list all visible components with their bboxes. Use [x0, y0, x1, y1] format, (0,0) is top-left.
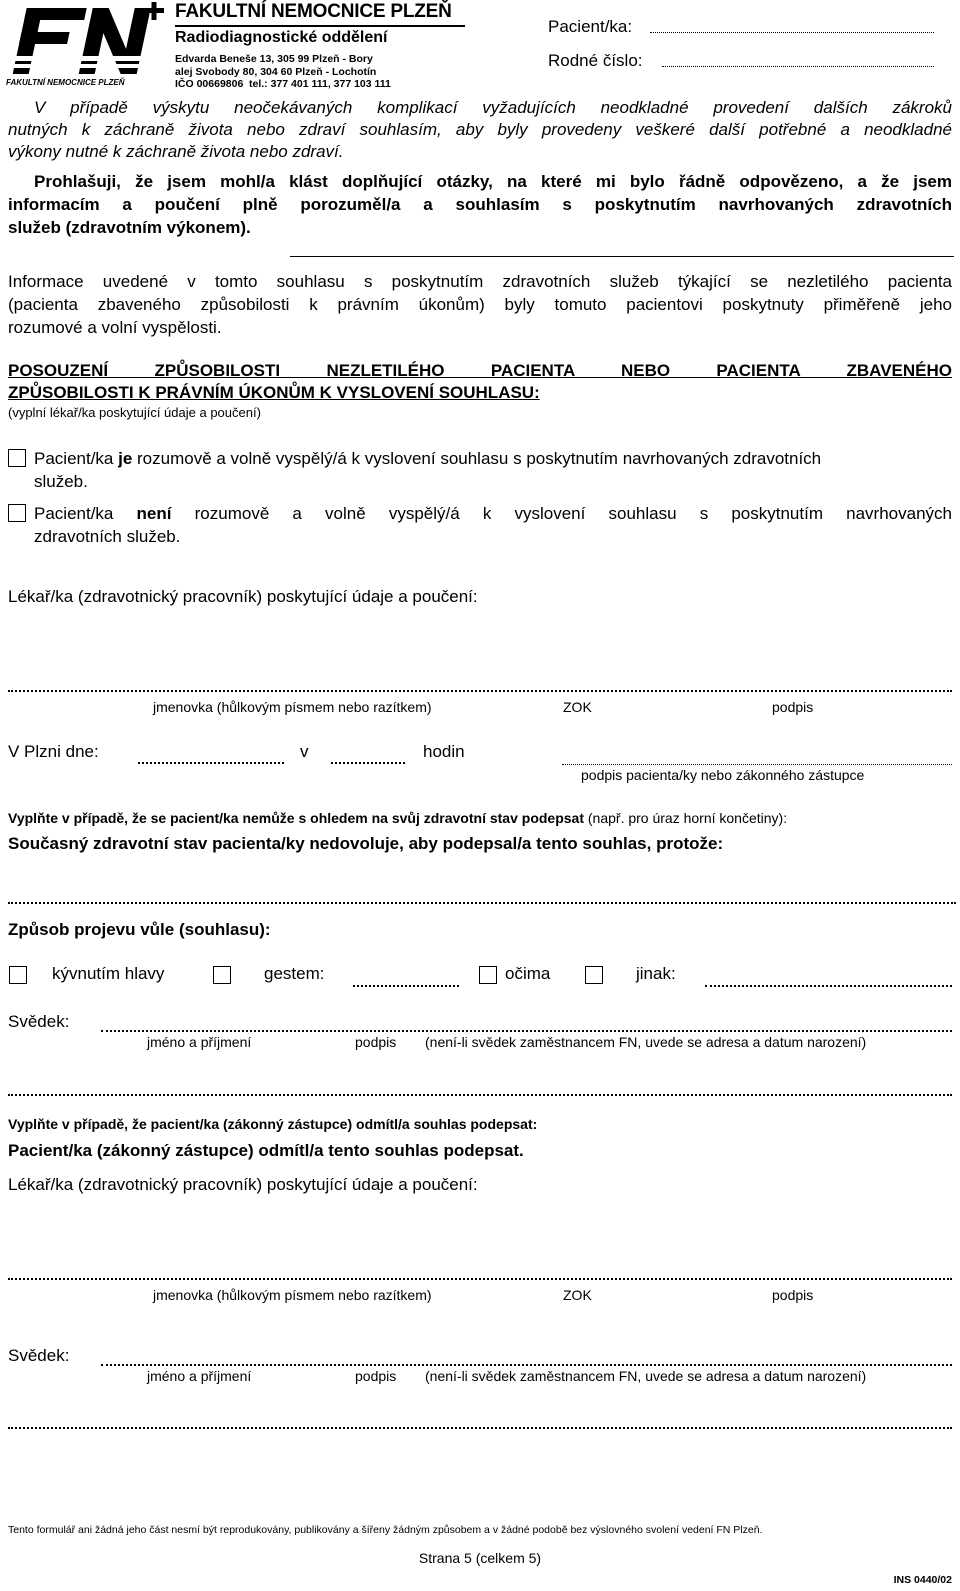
cannot-sign-instruction-bold: Vyplňte v případě, že se pacient/ka nemůže s ohledem na svůj zdravotní stav podepsat	[8, 810, 584, 826]
refused-doctor-label: Lékař/ka (zdravotnický pracovník) poskytující údaje a poučení:	[8, 1175, 478, 1194]
cannot-sign-instruction-rest: (např. pro úraz horní končetiny):	[584, 810, 788, 826]
doctor-signature-line[interactable]	[8, 690, 952, 692]
witness-address-line[interactable]	[8, 1094, 952, 1096]
section-divider	[290, 256, 954, 257]
logo-mark	[6, 2, 166, 82]
complications-paragraph	[8, 97, 952, 163]
institution-name: FAKULTNÍ NEMOCNICE PLZEŇ	[175, 1, 452, 22]
patient-field[interactable]	[650, 32, 934, 33]
other-checkbox[interactable]	[585, 966, 603, 984]
header-rule	[175, 25, 465, 27]
option-mature-text: rozumově a volně vyspělý/á k vyslovení souhlasu s poskytnutím navrhovaných zdravotních	[132, 449, 822, 468]
eyes-label: očima	[505, 964, 551, 983]
refused-zok-caption: ZOK	[563, 1287, 592, 1303]
option-immature	[34, 502, 952, 548]
complications-line-2: nutných k záchraně života nebo zdraví souhlasím, aby byly provedeny veškeré další potřebné a neodkladné	[8, 120, 952, 139]
refused-name-caption: jmenovka (hůlkovým písmem nebo razítkem)	[153, 1287, 432, 1303]
info-paragraph	[8, 270, 952, 339]
doctor-sign-caption: podpis	[772, 699, 814, 715]
nod-checkbox[interactable]	[9, 966, 27, 984]
witness2-sign-caption: podpis	[355, 1368, 397, 1384]
option-immature-prefix: Pacient/ka	[34, 504, 137, 523]
logo-caption: FAKULTNÍ NEMOCNICE PLZEŇ	[6, 78, 125, 87]
place-date-label: V Plzni dne:	[8, 742, 99, 761]
witness-label: Svědek:	[8, 1012, 70, 1031]
option-mature-line-1	[34, 447, 952, 470]
option-mature-line-2: služeb.	[34, 472, 88, 491]
eyes-checkbox[interactable]	[479, 966, 497, 984]
other-field[interactable]	[705, 985, 952, 987]
option-immature-line-2: zdravotních služeb.	[34, 527, 181, 546]
witness2-name-caption: jméno a příjmení	[147, 1368, 252, 1384]
assessment-title	[8, 360, 952, 404]
birth-number-label: Rodné číslo:	[548, 51, 643, 70]
refused-instruction: Vyplňte v případě, že pacient/ka (zákonný zástupce) odmítl/a souhlas podepsat:	[8, 1116, 538, 1132]
logo	[6, 2, 166, 90]
address-line-2: alej Svobody 80, 304 60 Plzeň - Lochotín	[175, 66, 377, 78]
cannot-sign-instruction	[8, 810, 787, 826]
info-line-1: Informace uvedené v tomto souhlasu s poskytnutím zdravotních služeb týkající se nezletilého pacienta	[8, 272, 952, 291]
birth-number-field[interactable]	[662, 66, 934, 67]
patient-label: Pacient/ka:	[548, 17, 633, 36]
witness2-signature-line[interactable]	[101, 1364, 952, 1366]
assessment-note: (vyplní lékař/ka poskytující údaje a poučení)	[8, 405, 261, 420]
gesture-label: gestem:	[264, 964, 325, 983]
ico-number: IČO 00669806	[175, 78, 244, 90]
doctor-name-caption: jmenovka (hůlkovým písmem nebo razítkem)	[153, 699, 432, 715]
cannot-sign-heading: Současný zdravotní stav pacienta/ky nedovoluje, aby podepsal/a tento souhlas, protože:	[8, 834, 724, 853]
patient-signature-caption: podpis pacienta/ky nebo zákonného zástupce	[581, 767, 865, 783]
phone-numbers: tel.: 377 401 111, 377 103 111	[249, 78, 391, 90]
declaration-line-2: informacím a poučení plně porozuměl/a a souhlasím s poskytnutím navrhovaných zdravotních	[8, 195, 952, 214]
doctor-zok-caption: ZOK	[563, 699, 592, 715]
option-immature-text: rozumově a volně vyspělý/á k vyslovení souhlasu s poskytnutím navrhovaných	[171, 504, 952, 523]
refused-sign-caption: podpis	[772, 1287, 814, 1303]
other-label: jinak:	[636, 964, 676, 983]
witness-signature-line[interactable]	[101, 1030, 952, 1032]
assessment-title-line-1: POSOUZENÍ ZPŮSOBILOSTI NEZLETILÉHO PACIENTA NEBO PACIENTA ZBAVENÉHO	[8, 361, 952, 380]
declaration-line-1: Prohlašuji, že jsem mohl/a klást doplňující otázky, na které mi bylo řádně odpovězeno, a že jsem	[34, 172, 952, 191]
gesture-checkbox[interactable]	[213, 966, 231, 984]
complications-line-1: V případě výskytu neočekávaných komplikací vyžadujících neodkladné provedení dalších zákroků	[34, 98, 952, 117]
option-mature	[34, 447, 952, 493]
refused-heading: Pacient/ka (zákonný zástupce) odmítl/a tento souhlas podepsat.	[8, 1141, 524, 1160]
assessment-title-line-2: ZPŮSOBILOSTI K PRÁVNÍM ÚKONŮM K VYSLOVENÍ SOUHLASU:	[8, 383, 540, 402]
witness2-label: Svědek:	[8, 1346, 70, 1365]
option-immature-checkbox[interactable]	[8, 504, 26, 522]
time-at-label: v	[300, 742, 309, 761]
witness2-note-caption: (není-li svědek zaměstnancem FN, uvede se adresa a datum narození)	[425, 1368, 867, 1384]
declaration-paragraph	[8, 170, 952, 239]
copyright-notice: Tento formulář ani žádná jeho část nesmí být reprodukovány, publikovány a šířeny žádným způsobem a v žádné podobě bez výslovného svolení vedení FN Plzeň.	[8, 1524, 763, 1536]
form-code: INS 0440/02	[893, 1574, 952, 1586]
option-mature-keyword: je	[118, 449, 133, 468]
doctor-label: Lékař/ka (zdravotnický pracovník) poskytující údaje a poučení:	[8, 587, 478, 606]
hours-label: hodin	[423, 742, 465, 761]
date-field[interactable]	[138, 762, 284, 764]
department-name: Radiodiagnostické oddělení	[175, 29, 388, 46]
cannot-sign-reason-line[interactable]	[8, 902, 956, 904]
gesture-field[interactable]	[353, 985, 459, 987]
option-immature-line-1	[34, 502, 952, 525]
info-line-3: rozumové a volní vyspělosti.	[8, 318, 222, 337]
witness-sign-caption: podpis	[355, 1034, 397, 1050]
time-field[interactable]	[331, 762, 405, 764]
consent-method-heading: Způsob projevu vůle (souhlasu):	[8, 920, 271, 939]
witness2-address-line[interactable]	[8, 1427, 952, 1429]
complications-line-3: výkony nutné k záchraně života nebo zdraví.	[8, 142, 344, 161]
patient-signature-line[interactable]	[562, 764, 952, 765]
witness-note-caption: (není-li svědek zaměstnancem FN, uvede se adresa a datum narození)	[425, 1034, 867, 1050]
option-immature-keyword: není	[136, 504, 172, 523]
option-mature-checkbox[interactable]	[8, 449, 26, 467]
option-mature-prefix: Pacient/ka	[34, 449, 119, 468]
address-line-1: Edvarda Beneše 13, 305 99 Plzeň - Bory	[175, 53, 373, 65]
declaration-line-3: služeb (zdravotním výkonem).	[8, 218, 251, 237]
page-number: Strana 5 (celkem 5)	[418, 1550, 542, 1566]
info-line-2: (pacienta zbaveného způsobilosti k právním úkonům) byly tomuto pacientovi poskytnuty přiměřeně jeho	[8, 295, 952, 314]
witness-name-caption: jméno a příjmení	[147, 1034, 252, 1050]
nod-label: kývnutím hlavy	[52, 964, 165, 983]
refused-doctor-signature-line[interactable]	[8, 1278, 952, 1280]
